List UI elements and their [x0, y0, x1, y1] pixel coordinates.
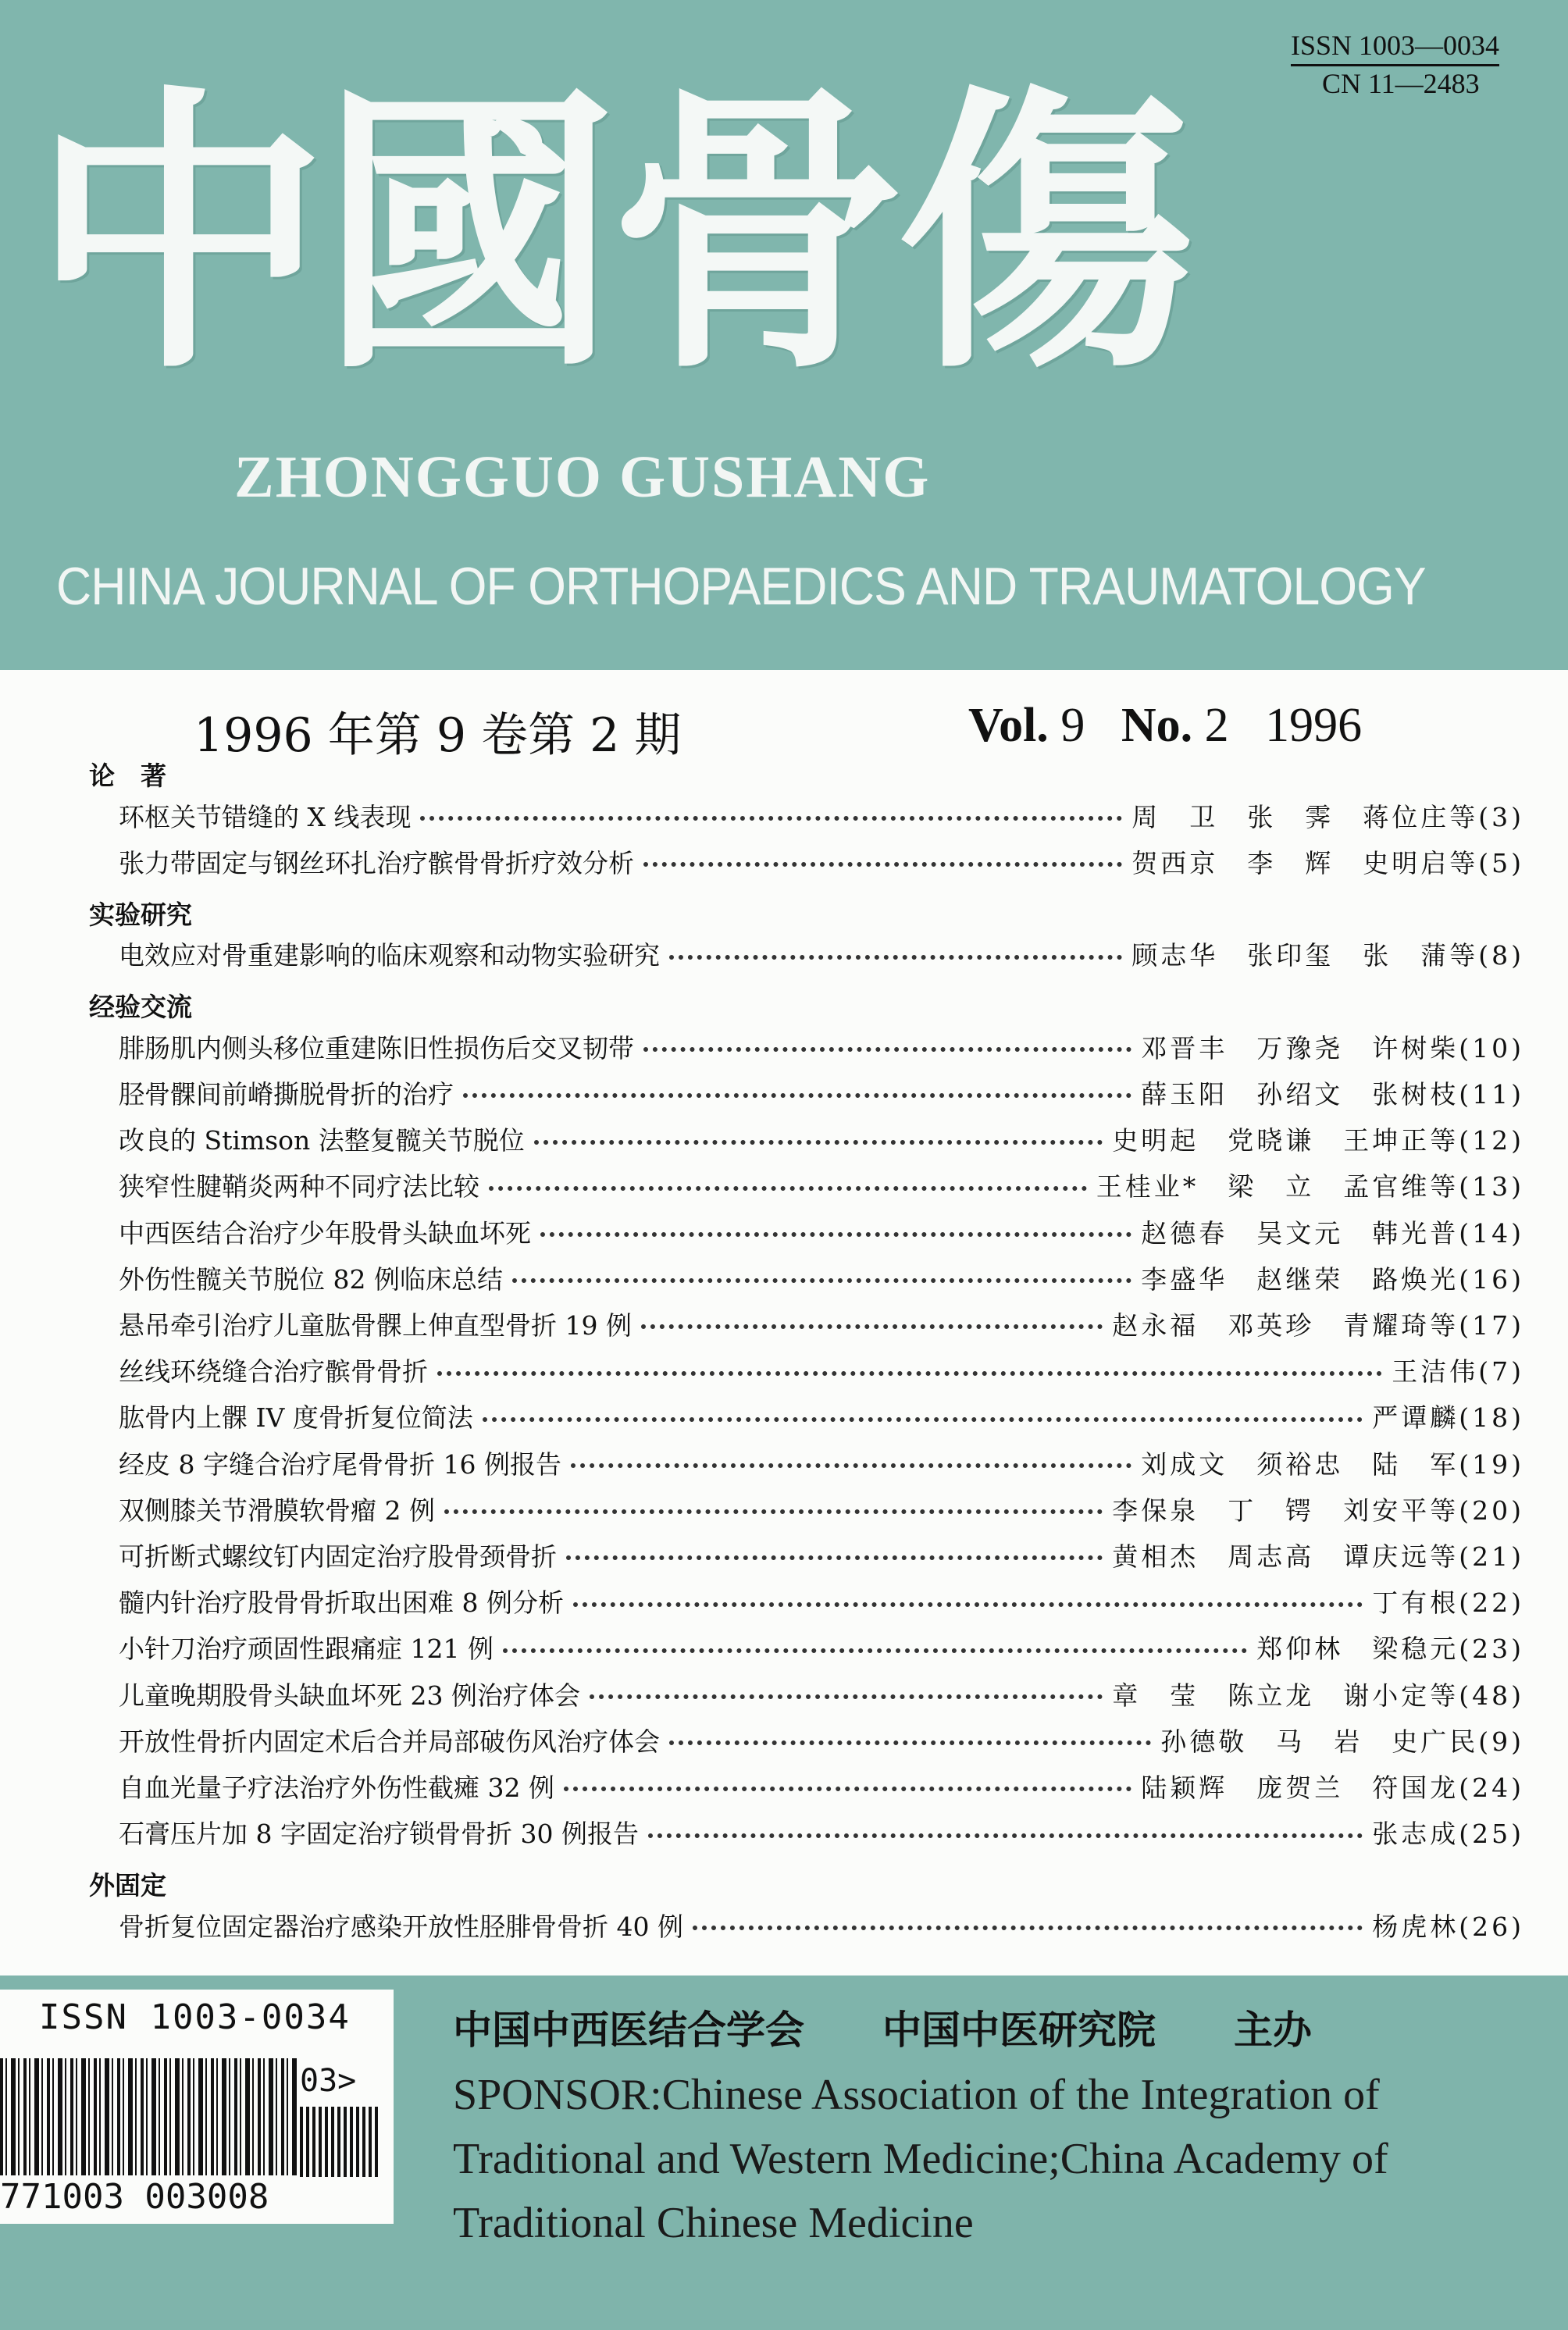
article-authors: 周 卫 张 霁 蒋位庄等(3) [1131, 801, 1524, 832]
toc-entry[interactable] [119, 1027, 1524, 1066]
leader-dots [444, 1509, 1103, 1514]
article-authors: 刘成文 须裕忠 陆 军(19) [1141, 1448, 1524, 1480]
article-title: 中西医结合治疗少年股骨头缺血坏死 [119, 1217, 531, 1249]
leader-dots [643, 1047, 1131, 1052]
leader-dots [641, 1324, 1103, 1329]
toc-entry[interactable] [119, 1905, 1524, 1944]
leader-dots [503, 1648, 1247, 1653]
leader-dots [540, 1232, 1131, 1237]
issn-number: ISSN 1003—0034 [1291, 28, 1499, 66]
issue-year: 1996 [1265, 699, 1363, 752]
article-title: 儿童晚期股骨头缺血坏死 23 例治疗体会 [119, 1680, 580, 1711]
article-title: 外伤性髋关节脱位 82 例临床总结 [119, 1263, 503, 1295]
article-title: 狭窄性腱鞘炎两种不同疗法比较 [119, 1171, 479, 1202]
toc-entry[interactable] [119, 1258, 1524, 1297]
journal-english-title: CHINA JOURNAL OF ORTHOPAEDICS AND TRAUMATOLOGY [56, 557, 1426, 616]
toc-entry[interactable] [119, 1674, 1524, 1713]
article-title: 可折断式螺纹钉内固定治疗股骨颈骨折 [119, 1541, 557, 1572]
article-title: 骨折复位固定器治疗感染开放性胫腓骨骨折 40 例 [119, 1911, 683, 1942]
article-authors: 丁有根(22) [1372, 1587, 1524, 1619]
article-title: 张力带固定与钢丝环扎治疗髌骨骨折疗效分析 [119, 847, 634, 878]
article-title: 肱骨内上髁 IV 度骨折复位简法 [119, 1402, 473, 1434]
barcode-issn: ISSN 1003-0034 [39, 1997, 351, 2037]
section-heading: 论 著 [89, 761, 166, 791]
article-authors: 赵永福 邓英珍 青耀琦等(17) [1112, 1309, 1524, 1341]
toc-entry[interactable] [119, 1397, 1524, 1436]
leader-dots [564, 1787, 1131, 1791]
barcode-icon [0, 2058, 297, 2175]
article-title: 髓内针治疗股骨骨折取出困难 8 例分析 [119, 1587, 564, 1619]
vol-label: Vol. [968, 699, 1049, 752]
leader-dots [512, 1278, 1131, 1283]
leader-dots [437, 1371, 1382, 1376]
toc-entry[interactable] [119, 1073, 1524, 1112]
section-heading: 经验交流 [89, 992, 192, 1022]
article-title: 胫骨髁间前嵴撕脱骨折的治疗 [119, 1078, 454, 1110]
cover-footer [0, 1976, 1568, 2330]
leader-dots [669, 955, 1122, 960]
article-title: 腓肠肌内侧头移位重建陈旧性损伤后交叉韧带 [119, 1032, 634, 1063]
article-title: 电效应对骨重建影响的临床观察和动物实验研究 [119, 940, 660, 971]
article-authors: 顾志华 张印玺 张 蒲等(8) [1131, 940, 1524, 971]
sponsor-chinese: 中国中西医结合学会 中国中医研究院 主办 [453, 2008, 1312, 2053]
article-authors: 李盛华 赵继荣 路焕光(16) [1141, 1263, 1524, 1295]
article-authors: 郑仰林 梁稳元(23) [1256, 1633, 1524, 1665]
article-authors: 陆颖辉 庞贺兰 符国龙(24) [1141, 1772, 1524, 1803]
cover-header [0, 0, 1568, 670]
toc-entry[interactable] [119, 1813, 1524, 1852]
toc-entry[interactable] [119, 1351, 1524, 1390]
cn-number: CN 11—2483 [1321, 68, 1480, 99]
article-authors: 杨虎林(26) [1372, 1911, 1524, 1942]
barcode-number: 771003 003008 [0, 2177, 269, 2217]
toc-entry[interactable] [119, 1766, 1524, 1805]
leader-dots [590, 1694, 1103, 1699]
toc-entry[interactable] [119, 1720, 1524, 1759]
toc-entry[interactable] [119, 1304, 1524, 1343]
article-title: 双侧膝关节滑膜软骨瘤 2 例 [119, 1495, 435, 1526]
issn-block [1291, 28, 1499, 101]
journal-title: 中國骨傷 [31, 59, 1187, 408]
barcode-addon: 03> [300, 2063, 357, 2099]
leader-dots [648, 1833, 1363, 1838]
toc-entry[interactable] [119, 1212, 1524, 1251]
article-authors: 王桂业* 梁 立 孟官维等(13) [1096, 1171, 1524, 1202]
issue-chinese: 1996 年第 9 卷第 2 期 [194, 708, 682, 763]
leader-dots [483, 1417, 1363, 1422]
leader-dots [420, 816, 1122, 821]
article-title: 小针刀治疗顽固性跟痛症 121 例 [119, 1633, 494, 1665]
toc-entry[interactable] [119, 935, 1524, 974]
toc-entry[interactable] [119, 1535, 1524, 1574]
vol-number: 9 [1060, 699, 1085, 752]
leader-dots [534, 1140, 1103, 1145]
article-authors: 赵德春 吴文元 韩光普(14) [1141, 1217, 1524, 1249]
toc-entry[interactable] [119, 796, 1524, 835]
leader-dots [693, 1926, 1363, 1930]
article-authors: 孙德敬 马 岩 史广民(9) [1160, 1726, 1524, 1757]
contents-panel [0, 670, 1568, 1976]
leader-dots [463, 1093, 1131, 1098]
article-authors: 史明起 党晓谦 王坤正等(12) [1112, 1125, 1524, 1156]
article-authors: 薛玉阳 孙绍文 张树枝(11) [1141, 1078, 1524, 1110]
article-title: 悬吊牵引治疗儿童肱骨髁上伸直型骨折 19 例 [119, 1309, 632, 1341]
article-authors: 张志成(25) [1372, 1819, 1524, 1850]
leader-dots [669, 1740, 1151, 1745]
addon-barcode-icon [300, 2107, 378, 2177]
toc-entry[interactable] [119, 1489, 1524, 1528]
article-authors: 章 莹 陈立龙 谢小定等(48) [1112, 1680, 1524, 1711]
article-title: 环枢关节错缝的 X 线表现 [119, 801, 412, 832]
article-title: 经皮 8 字缝合治疗尾骨骨折 16 例报告 [119, 1448, 561, 1480]
toc-entry[interactable] [119, 1120, 1524, 1159]
sponsor-english: SPONSOR:Chinese Association of the Integration of Traditional and Western Medicine;China Academy of Traditional Chinese Medicine [453, 2071, 1388, 2247]
toc-entry[interactable] [119, 1443, 1524, 1482]
no-number: 2 [1204, 699, 1229, 752]
article-authors: 邓晋丰 万豫尧 许树柴(10) [1141, 1032, 1524, 1063]
article-title: 自血光量子疗法治疗外伤性截瘫 32 例 [119, 1772, 554, 1803]
leader-dots [643, 862, 1122, 867]
article-title: 开放性骨折内固定术后合并局部破伤风治疗体会 [119, 1726, 660, 1757]
leader-dots [489, 1186, 1087, 1191]
article-authors: 李保泉 丁 锷 刘安平等(20) [1112, 1495, 1524, 1526]
journal-pinyin: ZHONGGUO GUSHANG [234, 444, 931, 510]
article-authors: 贺西京 李 辉 史明启等(5) [1131, 847, 1524, 878]
article-authors: 黄相杰 周志高 谭庆远等(21) [1112, 1541, 1524, 1572]
toc-entry[interactable] [119, 1628, 1524, 1667]
toc-entry[interactable] [119, 842, 1524, 881]
article-title: 石膏压片加 8 字固定治疗锁骨骨折 30 例报告 [119, 1819, 639, 1850]
article-authors: 王洁伟(7) [1392, 1356, 1524, 1388]
leader-dots [571, 1463, 1131, 1468]
article-title: 改良的 Stimson 法整复髋关节脱位 [119, 1125, 525, 1156]
section-heading: 外固定 [89, 1869, 166, 1901]
no-label: No. [1121, 699, 1193, 752]
article-title: 丝线环绕缝合治疗髌骨骨折 [119, 1356, 428, 1388]
article-authors: 严谭麟(18) [1372, 1402, 1524, 1434]
section-heading: 实验研究 [89, 899, 192, 930]
barcode-area [0, 1990, 394, 2224]
toc-entry[interactable] [119, 1582, 1524, 1621]
toc-entry[interactable] [119, 1166, 1524, 1205]
issue-english [968, 698, 1362, 754]
leader-dots [566, 1555, 1103, 1560]
leader-dots [573, 1602, 1363, 1607]
